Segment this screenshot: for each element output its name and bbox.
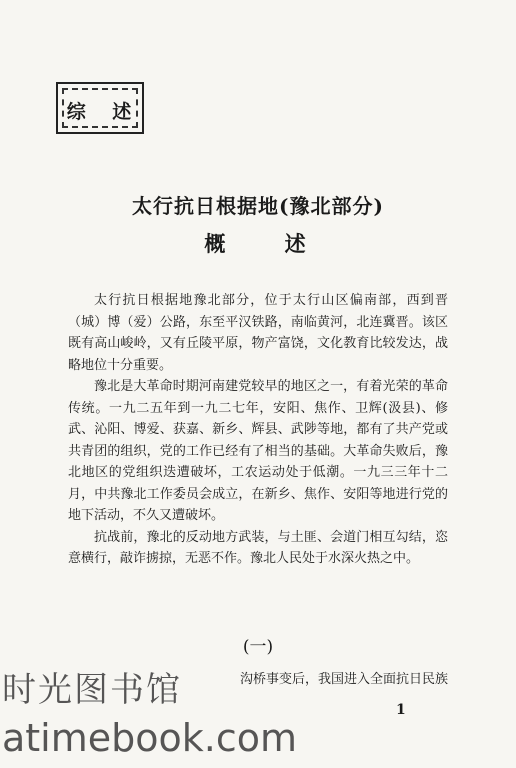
section-label: 综 述 [66, 101, 142, 123]
paragraph-1: 太行抗日根据地豫北部分，位于太行山区偏南部，西到晋（城）博（爱）公路，东至平汉铁路，南临黄河，北连冀晋。该区既有高山峻岭，又有丘陵平原，物产富饶，文化教育比较发达，战略地位十分重要。 [68, 293, 448, 373]
watermark-text-chinese: 时光图书馆 [2, 670, 182, 710]
paragraph-2: 豫北是大革命时期河南建党较早的地区之一，有着光荣的革命传统。一九二五年到一九二七年，安阳、焦作、卫辉(汲县)、修武、沁阳、博爱、获嘉、新乡、辉县、武陟等地，都有了共产党或共青团的组织，党的工作已经有了相当的基础。大革命失败后，豫北地区的党组织迭遭破坏，工农运动处于低潮。一九三三年十二月，中共豫北工作委员会成立，在新乡、焦作、安阳等地进行党的地下活动，不久又遭破坏。 [68, 379, 448, 523]
chapter-subtitle: 概 述 [204, 231, 332, 256]
section-number: (一) [242, 637, 274, 657]
page-number: 1 [396, 702, 406, 718]
chapter-title: 太行抗日根据地(豫北部分) [132, 194, 384, 218]
watermark-text-url: atimebook.com [2, 716, 298, 760]
section-label-box [56, 82, 144, 134]
truncated-line: 沟桥事变后，我国进入全面抗日民族 [239, 672, 448, 687]
body-text [68, 290, 448, 570]
paragraph-3: 抗战前，豫北的反动地方武装，与土匪、会道门相互勾结，恣意横行，敲诈掳掠，无恶不作。豫北人民处于水深火热之中。 [68, 529, 448, 566]
